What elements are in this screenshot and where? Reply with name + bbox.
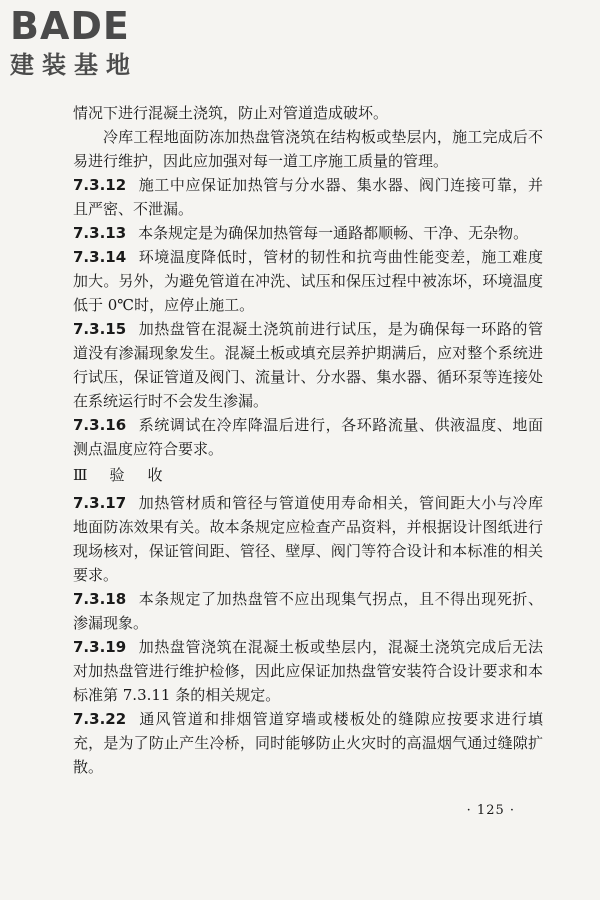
clause-7-3-14	[73, 245, 543, 317]
paragraph-indented	[73, 125, 543, 173]
clause-text: 加热管材质和管径与管道使用寿命相关，管间距大小与冷库地面防冻效果有关。故本条规定应检查产品资料，并根据设计图纸进行现场核对，保证管间距、管径、壁厚、阀门等符合设计和本标准的相关要求。	[73, 494, 543, 584]
clause-text: 施工中应保证加热管与分水器、集水器、阀门连接可靠，并且严密、不泄漏。	[73, 176, 543, 218]
clause-7-3-17	[73, 491, 543, 587]
clause-text: 通风管道和排烟管道穿墙或楼板处的缝隙应按要求进行填充，是为了防止产生冷桥，同时能够防止火灾时的高温烟气通过缝隙扩散。	[73, 710, 543, 776]
clause-7-3-15	[73, 317, 543, 413]
clause-text: 加热盘管在混凝土浇筑前进行试压，是为确保每一环路的管道没有渗漏现象发生。混凝土板或填充层养护期满后，应对整个系统进行试压，保证管道及阀门、流量计、分水器、集水器、循环泵等连接处在系统运行时不会发生渗漏。	[73, 320, 543, 410]
clause-number: 7.3.18	[73, 590, 127, 608]
clause-text: 加热盘管浇筑在混凝土板或垫层内，混凝土浇筑完成后无法对加热盘管进行维护检修，因此应保证加热盘管安装符合设计要求和本标准第 7.3.11 条的相关规定。	[73, 638, 543, 704]
clause-number: 7.3.16	[73, 416, 127, 434]
clause-text: 本条规定是为确保加热管每一通路都顺畅、干净、无杂物。	[138, 224, 529, 242]
clause-number: 7.3.15	[73, 320, 127, 338]
clause-7-3-19	[73, 635, 543, 707]
paragraph-text: 冷库工程地面防冻加热盘管浇筑在结构板或垫层内，施工完成后不易进行维护，因此应加强对每一道工序施工质量的管理。	[73, 128, 543, 170]
clause-number: 7.3.13	[73, 224, 127, 242]
clause-number: 7.3.19	[73, 638, 127, 656]
clause-text: 环境温度降低时，管材的韧性和抗弯曲性能变差，施工难度加大。另外，为避免管道在冲洗、试压和保压过程中被冻坏，环境温度低于 0℃时，应停止施工。	[73, 248, 543, 314]
section-title: 验 收	[109, 466, 167, 484]
clause-7-3-18	[73, 587, 543, 635]
logo-subtitle: 建装基地	[10, 51, 138, 79]
logo-wordmark: BADE	[10, 4, 130, 48]
paragraph-continuation	[73, 101, 543, 125]
clause-number: 7.3.17	[73, 494, 127, 512]
clause-number: 7.3.14	[73, 248, 127, 266]
clause-7-3-13	[73, 221, 543, 245]
clause-7-3-16	[73, 413, 543, 461]
page-number: · 125 ·	[466, 803, 515, 818]
paragraph-text: 情况下进行混凝土浇筑，防止对管道造成破坏。	[73, 104, 389, 122]
document-body	[73, 101, 543, 779]
section-number: Ⅲ	[73, 466, 92, 484]
bade-logo	[10, 4, 175, 80]
section-heading	[73, 463, 543, 487]
clause-number: 7.3.12	[73, 176, 127, 194]
clause-text: 本条规定了加热盘管不应出现集气拐点，且不得出现死折、渗漏现象。	[73, 590, 543, 632]
clause-number: 7.3.22	[73, 710, 127, 728]
clause-text: 系统调试在冷库降温后进行，各环路流量、供液温度、地面测点温度应符合要求。	[73, 416, 543, 458]
clause-7-3-22	[73, 707, 543, 779]
clause-7-3-12	[73, 173, 543, 221]
